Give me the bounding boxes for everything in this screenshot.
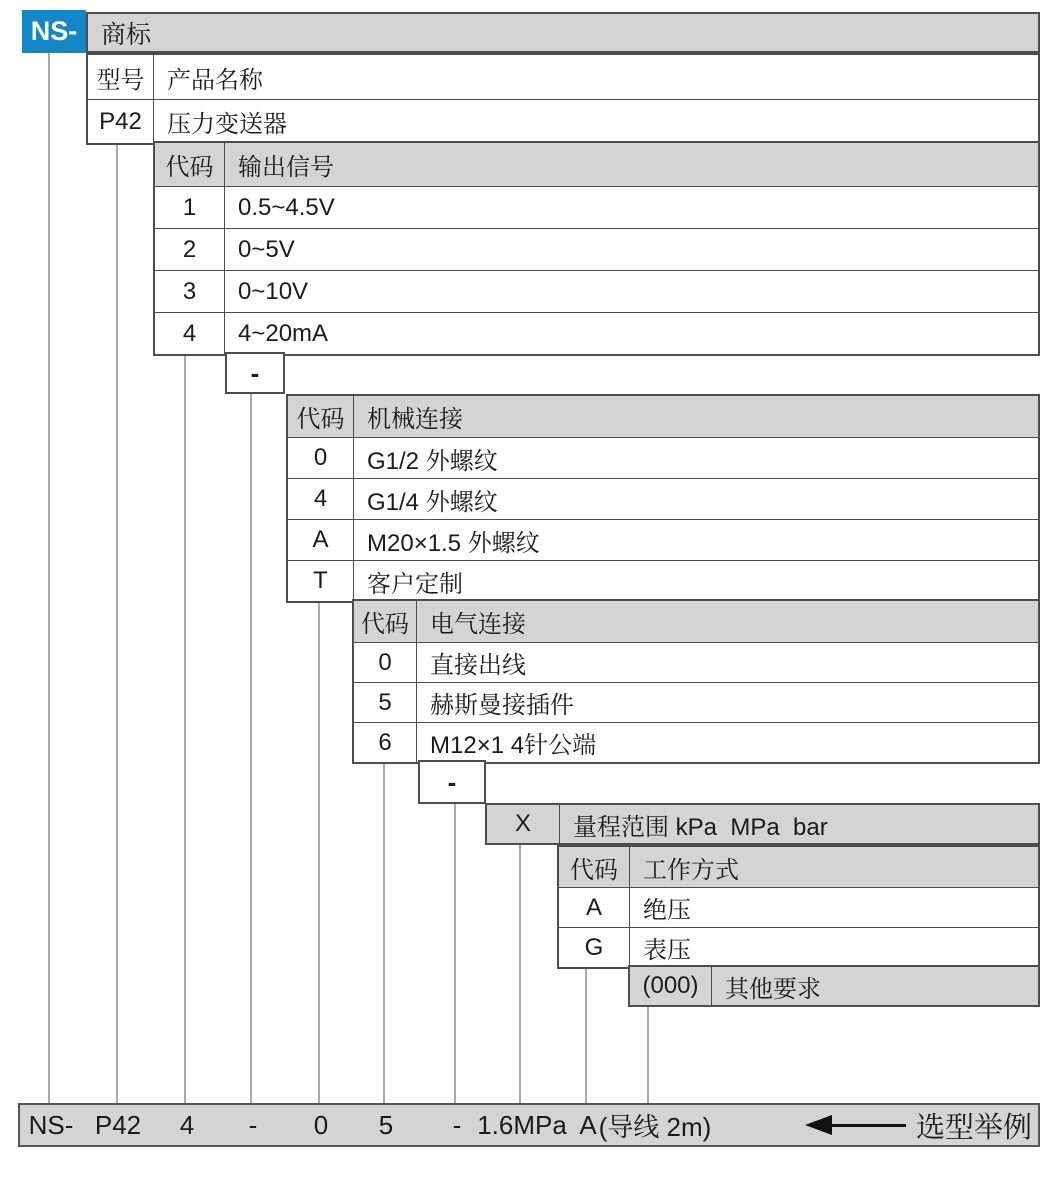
mode-col1-header: 代码 [559, 847, 630, 887]
table-row [354, 682, 1038, 722]
brand-prefix-label: NS- [30, 16, 78, 46]
table-row [559, 927, 1038, 967]
table-row [559, 887, 1038, 927]
mech-row-desc: 客户定制 [367, 570, 463, 598]
table-row [155, 270, 1038, 312]
dash-label: - [447, 766, 457, 797]
mode-row-code: A [559, 888, 630, 927]
connector-line-range [519, 845, 521, 1103]
elec-row-code: 0 [354, 643, 417, 682]
signal-row-desc: 0~10V [238, 277, 309, 305]
example-bar [18, 1103, 1040, 1147]
table-row [155, 186, 1038, 228]
mech-row-code: 0 [288, 438, 354, 478]
model-col2-header: 产品名称 [167, 66, 263, 94]
table-row [288, 560, 1038, 601]
connector-line-other [647, 1007, 649, 1103]
table-row [288, 478, 1038, 519]
connector-line-model [116, 141, 118, 1103]
table-row [288, 437, 1038, 478]
connector-line-elec [383, 760, 385, 1103]
example-caption-group [805, 1105, 1032, 1145]
example-caption: 选型举例 [915, 1111, 1032, 1144]
range-row [485, 803, 1040, 845]
other-code: (000) [630, 967, 712, 1005]
table-row [354, 642, 1038, 682]
connector-line-dash2 [454, 803, 456, 1103]
table-row [155, 312, 1038, 354]
working-mode-table [557, 845, 1040, 969]
table-row [155, 228, 1038, 270]
range-label: 量程范围 kPa MPa bar [573, 813, 828, 841]
dash-label: - [250, 357, 260, 388]
model-table [86, 53, 1040, 145]
mode-row-code: G [559, 928, 630, 967]
table-row [88, 99, 1038, 143]
output-signal-table [153, 141, 1040, 356]
mech-col1-header: 代码 [288, 396, 354, 437]
mode-row-desc: 绝压 [643, 897, 691, 924]
other-label: 其他要求 [725, 975, 821, 1003]
example-segment: 4 [179, 1109, 195, 1140]
example-segment: 5 [378, 1109, 394, 1140]
mode-header [559, 847, 1038, 887]
signal-row-code: 4 [155, 313, 225, 354]
mech-row-desc: G1/4 外螺纹 [367, 488, 498, 516]
connector-line-dash1 [250, 394, 252, 1103]
table-row [288, 519, 1038, 560]
example-segment: A [579, 1109, 597, 1140]
signal-row-code: 3 [155, 271, 225, 312]
mech-row-code: A [288, 520, 354, 560]
brand-prefix-box [22, 10, 86, 53]
connector-line-mode [585, 965, 587, 1103]
signal-row-code: 1 [155, 187, 225, 228]
elec-col1-header: 代码 [354, 601, 417, 642]
range-code: X [487, 805, 560, 843]
mech-col2-header: 机械连接 [367, 406, 463, 433]
model-code: P42 [88, 100, 154, 143]
signal-row-code: 2 [155, 229, 225, 270]
trademark-bar [86, 12, 1040, 53]
example-segment: - [248, 1109, 258, 1140]
electrical-connection-table [352, 599, 1040, 764]
mech-row-code: T [288, 561, 354, 601]
mechanical-connection-table [286, 394, 1040, 603]
example-segment: - [452, 1109, 462, 1140]
dash-separator-1 [225, 352, 285, 394]
signal-row-desc: 4~20mA [238, 319, 329, 347]
signal-row-desc: 0~5V [238, 235, 295, 263]
other-requirements-row [628, 965, 1040, 1007]
mode-col2-header: 工作方式 [643, 856, 739, 884]
elec-col2-header: 电气连接 [430, 611, 526, 638]
mech-row-desc: M20×1.5 外螺纹 [367, 529, 540, 557]
connector-line-mech [318, 599, 320, 1103]
elec-header [354, 601, 1038, 642]
example-segment: NS- [28, 1109, 74, 1140]
trademark-label: 商标 [101, 20, 152, 49]
output-signal-header [155, 143, 1038, 186]
model-name: 压力变送器 [167, 111, 287, 138]
elec-row-desc: 赫斯曼接插件 [430, 692, 574, 719]
elec-row-code: 6 [354, 723, 417, 762]
mech-row-desc: G1/2 外螺纹 [367, 447, 498, 475]
model-table-header [88, 55, 1038, 99]
mode-row-desc: 表压 [643, 937, 691, 964]
table-row [354, 722, 1038, 762]
signal-row-desc: 0.5~4.5V [238, 193, 335, 221]
connector-line-signal [184, 352, 186, 1103]
dash-separator-2 [418, 760, 486, 804]
elec-row-desc: M12×1 4针公端 [430, 732, 597, 759]
example-segment: 1.6MPa [477, 1109, 567, 1140]
arrow-tail-line [830, 1124, 906, 1127]
mech-header [288, 396, 1038, 437]
elec-row-code: 5 [354, 683, 417, 722]
connector-line-brand [48, 53, 50, 1103]
elec-row-desc: 直接出线 [430, 652, 526, 679]
mech-row-code: 4 [288, 479, 354, 519]
example-segment: P42 [94, 1109, 142, 1140]
left-arrow-icon [805, 1115, 832, 1135]
signal-col1-header: 代码 [155, 143, 225, 186]
model-col1-header: 型号 [88, 55, 154, 99]
example-segment: (导线 2m) [598, 1111, 712, 1142]
signal-col2-header: 输出信号 [238, 154, 334, 181]
example-segment: 0 [313, 1109, 329, 1140]
